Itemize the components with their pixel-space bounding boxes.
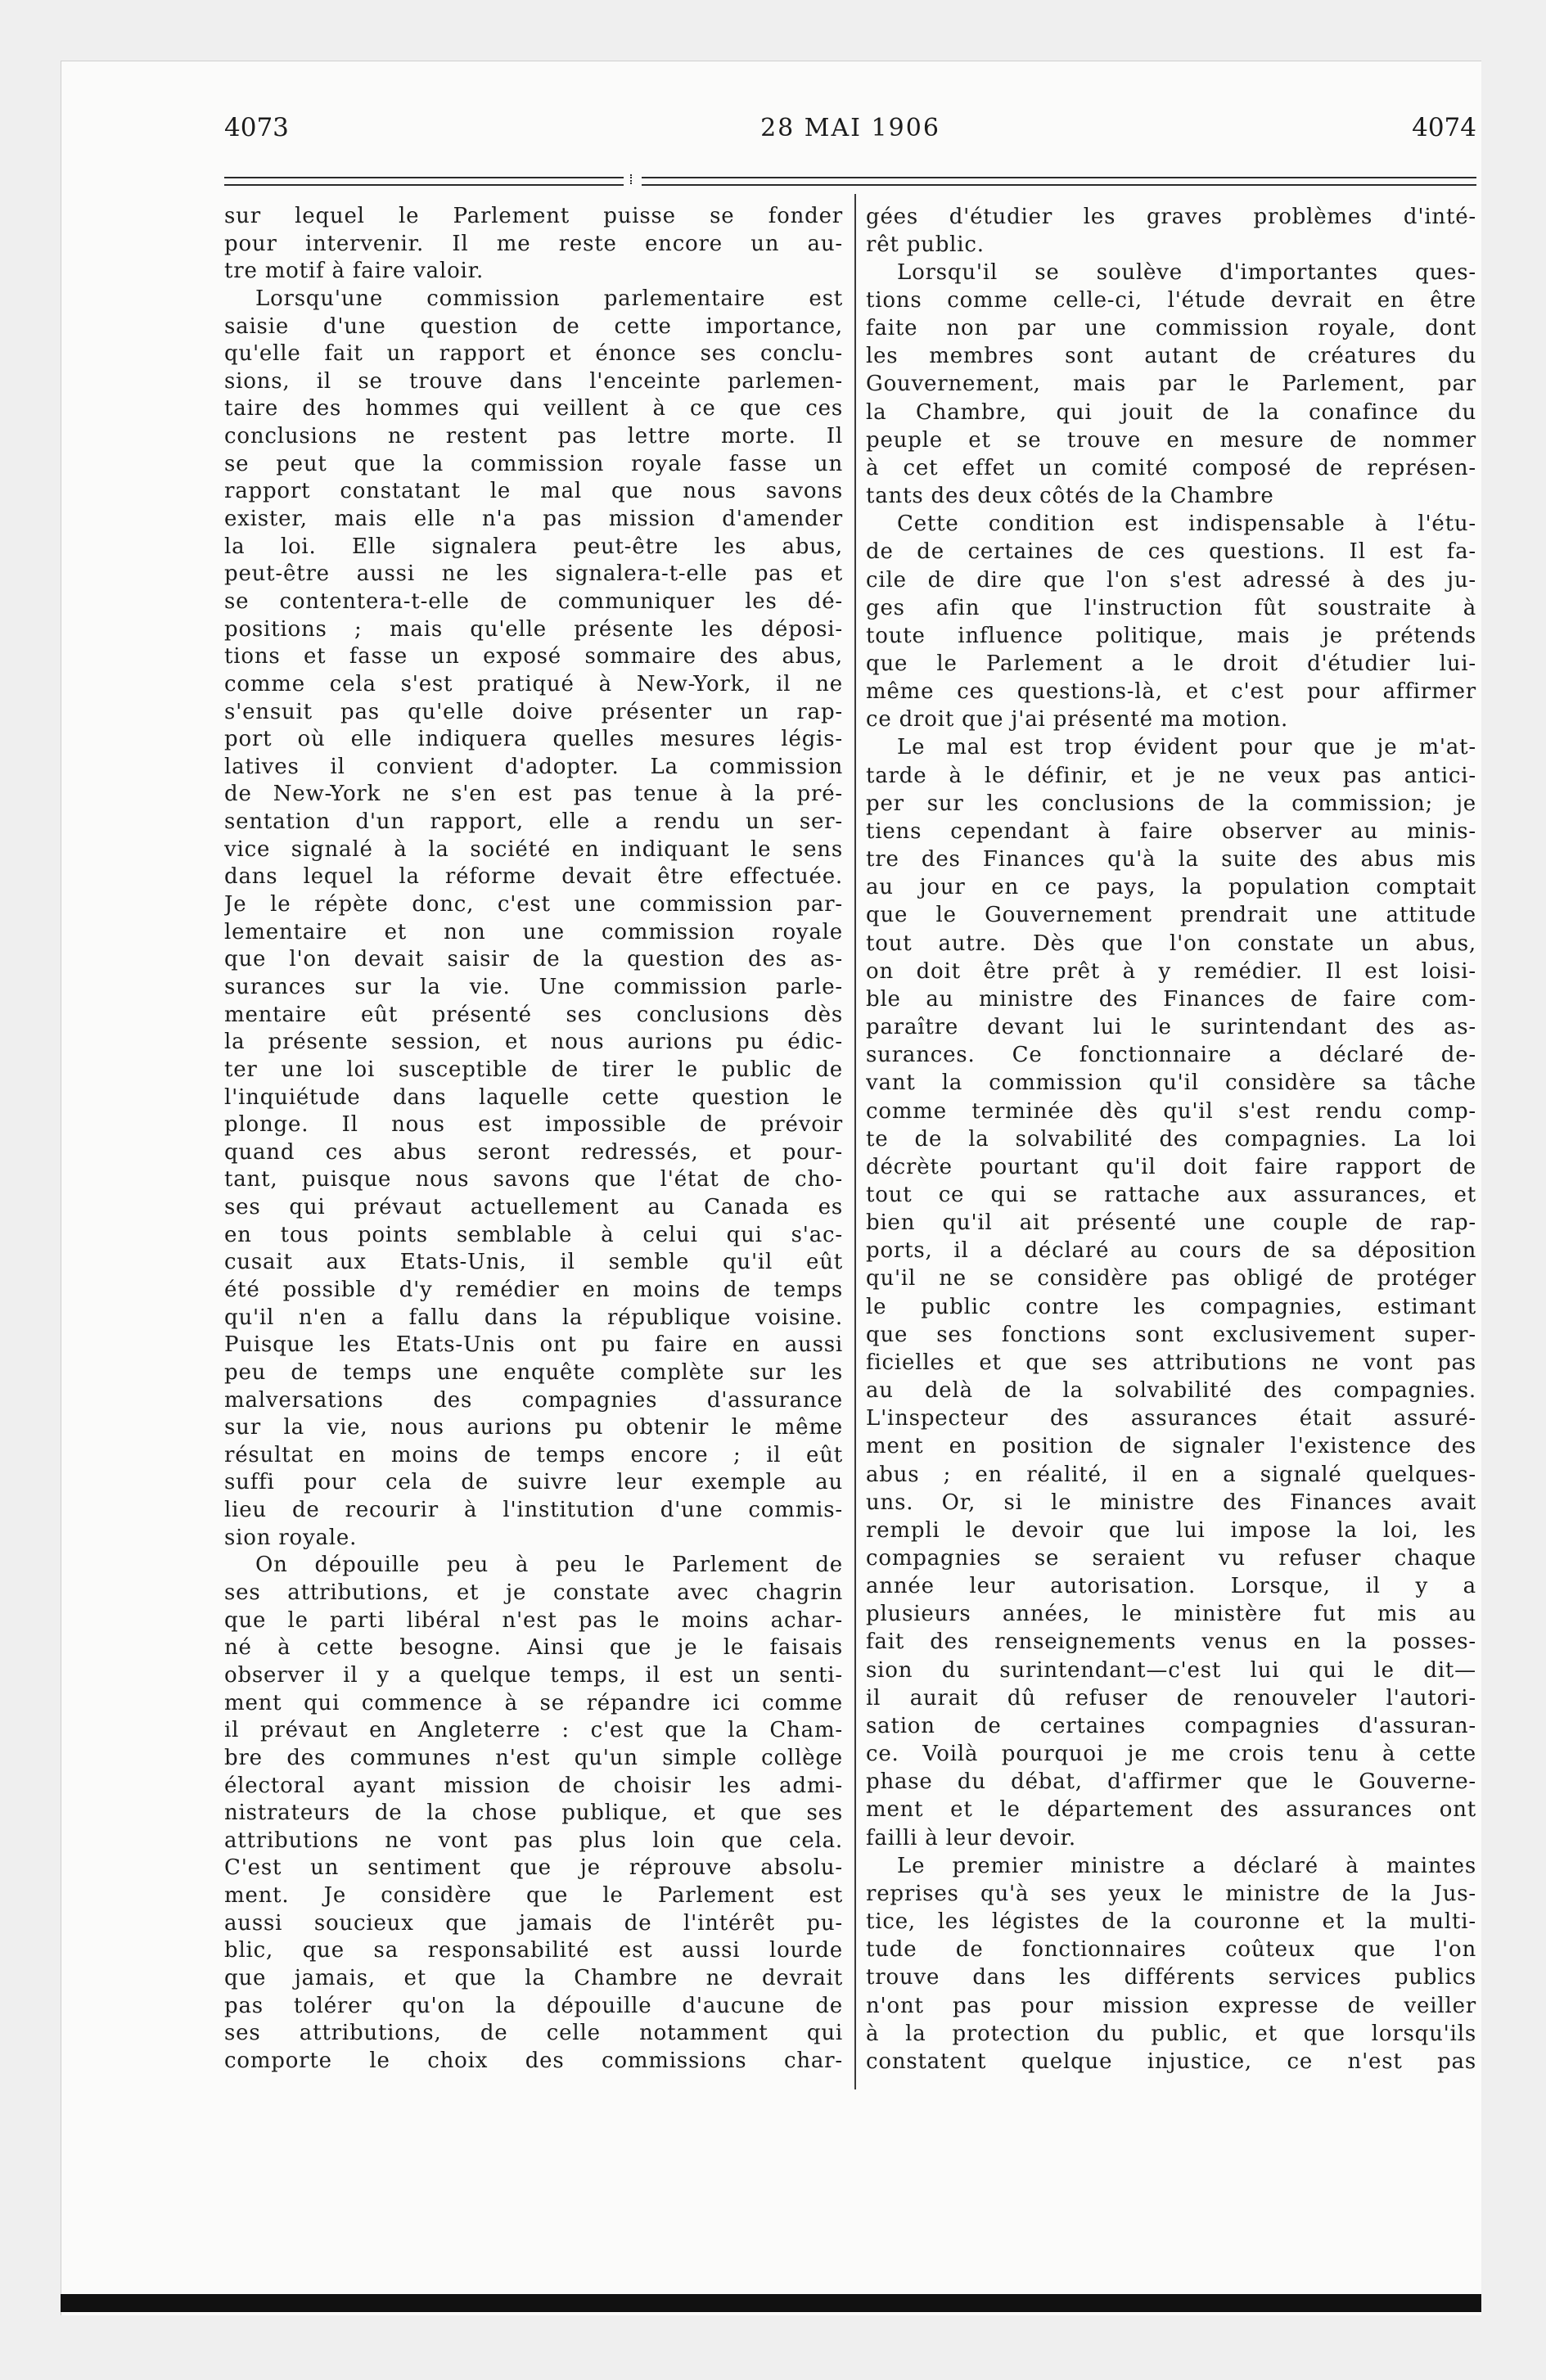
text-line: bre des communes n'est qu'un simple collège bbox=[224, 1745, 843, 1770]
text-line: à cet effet un comité composé de représen- bbox=[866, 455, 1476, 480]
text-line: tre des Finances qu'à la suite des abus mis bbox=[866, 847, 1476, 872]
text-line: comporte le choix des commissions char- bbox=[224, 2048, 843, 2073]
text-line: rapport constatant le mal que nous savons bbox=[224, 479, 843, 504]
text-line: qu'elle fait un rapport et énonce ses conclu- bbox=[224, 341, 843, 367]
text-line: tout autre. Dès que l'on constate un abus, bbox=[866, 931, 1476, 956]
text-line: sentation d'un rapport, elle a rendu un ser- bbox=[224, 809, 843, 835]
text-line: ce. Voilà pourquoi je me crois tenu à cette bbox=[866, 1742, 1476, 1767]
text-line: que jamais, et que la Chambre ne devrait bbox=[224, 1966, 843, 1990]
text-line: en tous points semblable à celui qui s'ac- bbox=[224, 1222, 843, 1247]
text-line: que ses fonctions sont exclusivement super- bbox=[866, 1322, 1476, 1347]
text-line: vice signalé à la société en indiquant le sens bbox=[224, 836, 843, 862]
text-line: plusieurs années, le ministère fut mis au bbox=[866, 1602, 1476, 1627]
text-line: tions et fasse un exposé sommaire des abus, bbox=[224, 644, 843, 669]
text-line: surances sur la vie. Une commission parle- bbox=[224, 974, 843, 999]
text-line: bien qu'il ait présenté une couple de rap- bbox=[866, 1210, 1476, 1236]
text-line: lieu de recourir à l'institution d'une commis- bbox=[224, 1498, 843, 1523]
text-line: constatent quelque injustice, ce n'est pas bbox=[866, 2049, 1476, 2074]
text-line: que le Gouvernement prendrait une attitude bbox=[866, 903, 1476, 928]
text-line: Lorsqu'il se soulève d'importantes ques- bbox=[897, 259, 1476, 285]
text-line: sion royale. bbox=[224, 1525, 358, 1550]
text-line: positions ; mais qu'elle présente les déposi- bbox=[224, 616, 843, 642]
page-number-left: 4073 bbox=[224, 113, 289, 142]
text-line: ment qui commence à se répandre ici comme bbox=[224, 1690, 843, 1715]
text-line: dans lequel la réforme devait être effectuée. bbox=[224, 864, 843, 890]
text-line: Cette condition est indispensable à l'étu- bbox=[897, 512, 1476, 537]
text-line: rempli le devoir que lui impose la loi, les bbox=[866, 1517, 1476, 1543]
page-number-right: 4074 bbox=[1412, 113, 1476, 142]
text-line: comme terminée dès qu'il s'est rendu comp- bbox=[866, 1098, 1476, 1124]
text-line: l'inquiétude dans laquelle cette question le bbox=[224, 1084, 843, 1110]
text-line: de New-York ne s'en est pas tenue à la pré- bbox=[224, 782, 843, 807]
text-line: taire des hommes qui veillent à ce que ces bbox=[224, 396, 843, 421]
text-line: il prévaut en Angleterre : c'est que la Cham- bbox=[224, 1718, 843, 1743]
text-line: tarde à le définir, et je ne veux pas antici- bbox=[866, 763, 1476, 788]
text-line: les membres sont autant de créatures du bbox=[866, 344, 1476, 369]
text-line: tant, puisque nous savons que l'état de cho- bbox=[224, 1167, 843, 1192]
text-line: année leur autorisation. Lorsque, il y a bbox=[866, 1574, 1476, 1599]
text-line: fait des renseignements venus en la posses- bbox=[866, 1629, 1476, 1655]
text-line: failli à leur devoir. bbox=[866, 1825, 1076, 1850]
text-line: blic, que sa responsabilité est aussi lourde bbox=[224, 1938, 843, 1963]
column-divider bbox=[854, 194, 856, 2089]
text-line: que le parti libéral n'est pas le moins achar- bbox=[224, 1607, 843, 1633]
text-line: de de certaines de ces questions. Il est fa- bbox=[866, 539, 1476, 565]
header-date: 28 MAI 1906 bbox=[760, 114, 940, 142]
text-line: malversations des compagnies d'assurance bbox=[224, 1387, 843, 1413]
text-line: tiens cependant à faire observer au minis- bbox=[866, 818, 1476, 844]
text-line: L'inspecteur des assurances était assuré- bbox=[866, 1406, 1476, 1431]
text-line: n'ont pas pour mission expresse de veiller bbox=[866, 1993, 1476, 2018]
text-line: sur la vie, nous aurions pu obtenir le même bbox=[224, 1415, 843, 1440]
text-line: s'ensuit pas qu'elle doive présenter un rap- bbox=[224, 699, 843, 724]
text-line: lementaire et non une commission royale bbox=[224, 919, 843, 944]
text-line: la Chambre, qui jouit de la conafince du bbox=[866, 399, 1476, 425]
text-line: abus ; en réalité, il en a signalé quelques- bbox=[866, 1462, 1476, 1487]
text-line: quand ces abus seront redressés, et pour- bbox=[224, 1139, 843, 1165]
text-line: résultat en moins de temps encore ; il eût bbox=[224, 1442, 843, 1467]
text-line: électoral ayant mission de choisir les admi- bbox=[224, 1773, 843, 1798]
text-line: nistrateurs de la chose publique, et que ses bbox=[224, 1801, 843, 1826]
text-line: Je le répète donc, c'est une commission par- bbox=[224, 892, 843, 917]
text-line: sur lequel le Parlement puisse se fonder bbox=[224, 204, 843, 228]
text-line: reprises qu'à ses yeux le ministre de la Jus- bbox=[866, 1881, 1476, 1906]
text-line: aussi soucieux que jamais de l'intérêt pu- bbox=[224, 1910, 843, 1936]
text-line: décrète pourtant qu'il doit faire rapport de bbox=[866, 1154, 1476, 1179]
text-line: sation de certaines compagnies d'assuran- bbox=[866, 1713, 1476, 1738]
text-line: sion du surintendant—c'est lui qui le dit— bbox=[866, 1657, 1476, 1683]
text-line: pas tolérer qu'on la dépouille d'aucune de bbox=[224, 1993, 843, 2018]
text-line: On dépouille peu à peu le Parlement de bbox=[255, 1553, 843, 1578]
text-line: uns. Or, si le ministre des Finances avait bbox=[866, 1490, 1476, 1515]
text-line: per sur les conclusions de la commission; je bbox=[866, 791, 1476, 816]
text-line: phase du débat, d'affirmer que le Gouverne- bbox=[866, 1769, 1476, 1795]
text-line: paraître devant lui le surintendant des as- bbox=[866, 1015, 1476, 1040]
text-line: trouve dans les différents services publics bbox=[866, 1965, 1476, 1990]
text-line: comme cela s'est pratiqué à New-York, il ne bbox=[224, 671, 843, 696]
text-line: au delà de la solvabilité des compagnies. bbox=[866, 1378, 1476, 1404]
text-line: C'est un sentiment que je réprouve absolu- bbox=[224, 1855, 843, 1881]
text-line: tice, les légistes de la couronne et la multi- bbox=[866, 1909, 1476, 1935]
text-line: vant la commission qu'il considère sa tâche bbox=[866, 1071, 1476, 1096]
text-line: la loi. Elle signalera peut-être les abus, bbox=[224, 534, 843, 559]
text-line: que le Parlement a le droit d'étudier lui- bbox=[866, 651, 1476, 676]
text-line: qu'il ne se considère pas obligé de protéger bbox=[866, 1266, 1476, 1291]
text-line: latives il convient d'adopter. La commission bbox=[224, 754, 843, 779]
text-line: ment en position de signaler l'existence des bbox=[866, 1434, 1476, 1459]
text-line: observer il y a quelque temps, il est un senti- bbox=[224, 1662, 843, 1688]
text-line: Gouvernement, mais par le Parlement, par bbox=[866, 372, 1476, 397]
text-line: tions comme celle-ci, l'étude devrait en être bbox=[866, 287, 1476, 313]
text-line: attributions ne vont pas plus loin que cela. bbox=[224, 1828, 843, 1853]
text-line: se peut que la commission royale fasse un bbox=[224, 451, 843, 476]
text-line: à la protection du public, et que lorsqu'ils bbox=[866, 2021, 1476, 2046]
text-line: tude de fonctionnaires coûteux que l'on bbox=[866, 1937, 1476, 1963]
text-line: même ces questions-là, et c'est pour affirmer bbox=[866, 679, 1476, 705]
text-line: se contentera-t-elle de communiquer les dé- bbox=[224, 588, 843, 614]
text-line: né à cette besogne. Ainsi que je le faisais bbox=[224, 1635, 843, 1661]
text-line: ter une loi susceptible de tirer le public de bbox=[224, 1057, 843, 1082]
text-line: peu de temps une enquête complète sur les bbox=[224, 1359, 843, 1385]
text-line: la présente session, et nous aurions pu édic- bbox=[224, 1030, 843, 1055]
text-line: compagnies se seraient vu refuser chaque bbox=[866, 1546, 1476, 1571]
text-line: saisie d'une question de cette importance, bbox=[224, 313, 843, 339]
text-line: sions, il se trouve dans l'enceinte parlemen- bbox=[224, 368, 843, 394]
scan-bottom-bar bbox=[61, 2294, 1481, 2312]
text-line: ble au ministre des Finances de faire com- bbox=[866, 986, 1476, 1012]
text-line: peuple et se trouve en mesure de nommer bbox=[866, 427, 1476, 453]
text-line: ses qui prévaut actuellement au Canada es bbox=[224, 1195, 843, 1220]
text-line: Le mal est trop évident pour que je m'at- bbox=[897, 735, 1476, 760]
text-line: que l'on devait saisir de la question des as- bbox=[224, 947, 843, 972]
text-line: tre motif à faire valoir. bbox=[224, 259, 485, 284]
text-line: cile de dire que l'on s'est adressé à des ju- bbox=[866, 567, 1476, 593]
text-line: mentaire eût présenté ses conclusions dès bbox=[224, 1002, 843, 1027]
text-line: ce droit que j'ai présenté ma motion. bbox=[866, 707, 1289, 732]
text-line: conclusions ne restent pas lettre morte. Il bbox=[224, 424, 843, 449]
text-line: gées d'étudier les graves problèmes d'inté- bbox=[866, 204, 1476, 229]
text-line: port où elle indiquera quelles mesures légis- bbox=[224, 727, 843, 752]
text-line: exister, mais elle n'a pas mission d'amender bbox=[224, 507, 843, 532]
right-column bbox=[866, 203, 1476, 2076]
text-line: plonge. Il nous est impossible de prévoir bbox=[224, 1112, 843, 1138]
text-line: on doit être prêt à y remédier. Il est loisi- bbox=[866, 958, 1476, 984]
text-line: cusait aux Etats-Unis, il semble qu'il eût bbox=[224, 1250, 843, 1275]
left-column bbox=[224, 203, 843, 2076]
text-line: ges afin que l'instruction fût soustraite à bbox=[866, 595, 1476, 620]
text-line: faite non par une commission royale, dont bbox=[866, 316, 1476, 341]
text-line: rêt public. bbox=[866, 232, 985, 257]
text-line: Puisque les Etats-Unis ont pu faire en aussi bbox=[224, 1332, 843, 1358]
text-line: ment. Je considère que le Parlement est bbox=[224, 1883, 843, 1909]
text-line: ses attributions, et je constate avec chagrin bbox=[224, 1580, 843, 1606]
text-line: Lorsqu'une commission parlementaire est bbox=[255, 286, 843, 311]
text-line: Le premier ministre a déclaré à maintes bbox=[897, 1853, 1476, 1878]
text-line: tants des deux côtés de la Chambre bbox=[866, 484, 1274, 509]
text-line: suffi pour cela de suivre leur exemple au bbox=[224, 1470, 843, 1495]
text-line: ses attributions, de celle notamment qui bbox=[224, 2021, 843, 2046]
text-line: peut-être aussi ne les signalera-t-elle pas et bbox=[224, 561, 843, 587]
text-line: toute influence politique, mais je prétends bbox=[866, 623, 1476, 648]
text-line: ficielles et que ses attributions ne vont pas bbox=[866, 1350, 1476, 1375]
text-line: qu'il n'en a fallu dans la république voisine. bbox=[224, 1305, 843, 1330]
text-line: surances. Ce fonctionnaire a déclaré de- bbox=[866, 1043, 1476, 1068]
text-line: il aurait dû refuser de renouveler l'autori- bbox=[866, 1685, 1476, 1711]
text-line: tout ce qui se rattache aux assurances, et bbox=[866, 1182, 1476, 1207]
text-line: ment et le département des assurances ont bbox=[866, 1797, 1476, 1823]
text-line: au jour en ce pays, la population comptait bbox=[866, 875, 1476, 900]
text-line: ports, il a déclaré au cours de sa déposition bbox=[866, 1238, 1476, 1264]
text-line: été possible d'y remédier en moins de temps bbox=[224, 1277, 843, 1302]
text-line: le public contre les compagnies, estimant bbox=[866, 1294, 1476, 1319]
text-line: te de la solvabilité des compagnies. La loi bbox=[866, 1126, 1476, 1152]
text-line: pour intervenir. Il me reste encore un au- bbox=[224, 231, 843, 256]
